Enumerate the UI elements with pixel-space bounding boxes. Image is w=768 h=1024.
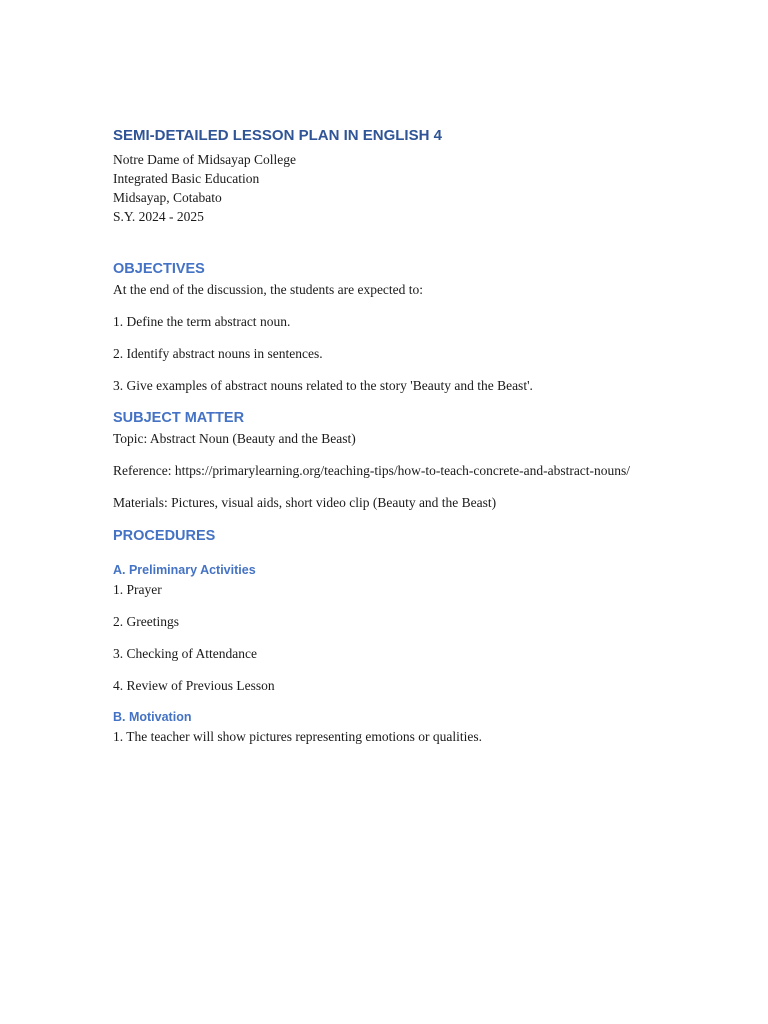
subject-matter-section [113,407,673,512]
school-info [113,150,673,226]
objectives-section [113,258,673,395]
motivation [113,707,673,746]
school-location: Midsayap, Cotabato [113,190,222,205]
subject-matter-heading: SUBJECT MATTER [113,410,245,426]
objectives-intro: At the end of the discussion, the students are expected to: [113,282,424,297]
procedure-item: 4. Review of Previous Lesson [113,678,275,693]
preliminary-activities-heading: A. Preliminary Activities [113,563,256,577]
procedure-item: 3. Checking of Attendance [113,646,257,661]
school-year: S.Y. 2024 - 2025 [113,209,204,224]
department-name: Integrated Basic Education [113,171,260,186]
objective-item: 3. Give examples of abstract nouns related to the story 'Beauty and the Beast'. [113,378,533,393]
reference-text: Reference: https://primarylearning.org/teaching-tips/how-to-teach-concrete-and-abstract-nouns/ [113,463,631,478]
preliminary-activities [113,560,673,695]
procedure-item: 2. Greetings [113,614,179,629]
school-name: Notre Dame of Midsayap College [113,152,296,167]
objective-item: 1. Define the term abstract noun. [113,314,291,329]
document-title: SEMI-DETAILED LESSON PLAN IN ENGLISH 4 [113,127,442,144]
procedures-section [113,525,673,746]
objectives-heading: OBJECTIVES [113,261,205,277]
objective-item: 2. Identify abstract nouns in sentences. [113,346,323,361]
motivation-heading: B. Motivation [113,710,192,724]
materials-text: Materials: Pictures, visual aids, short video clip (Beauty and the Beast) [113,495,497,510]
document-page [113,124,673,746]
procedure-item: 1. The teacher will show pictures representing emotions or qualities. [113,729,483,744]
topic-text: Topic: Abstract Noun (Beauty and the Beast) [113,431,356,446]
procedure-item: 1. Prayer [113,582,162,597]
procedures-heading: PROCEDURES [113,528,216,544]
